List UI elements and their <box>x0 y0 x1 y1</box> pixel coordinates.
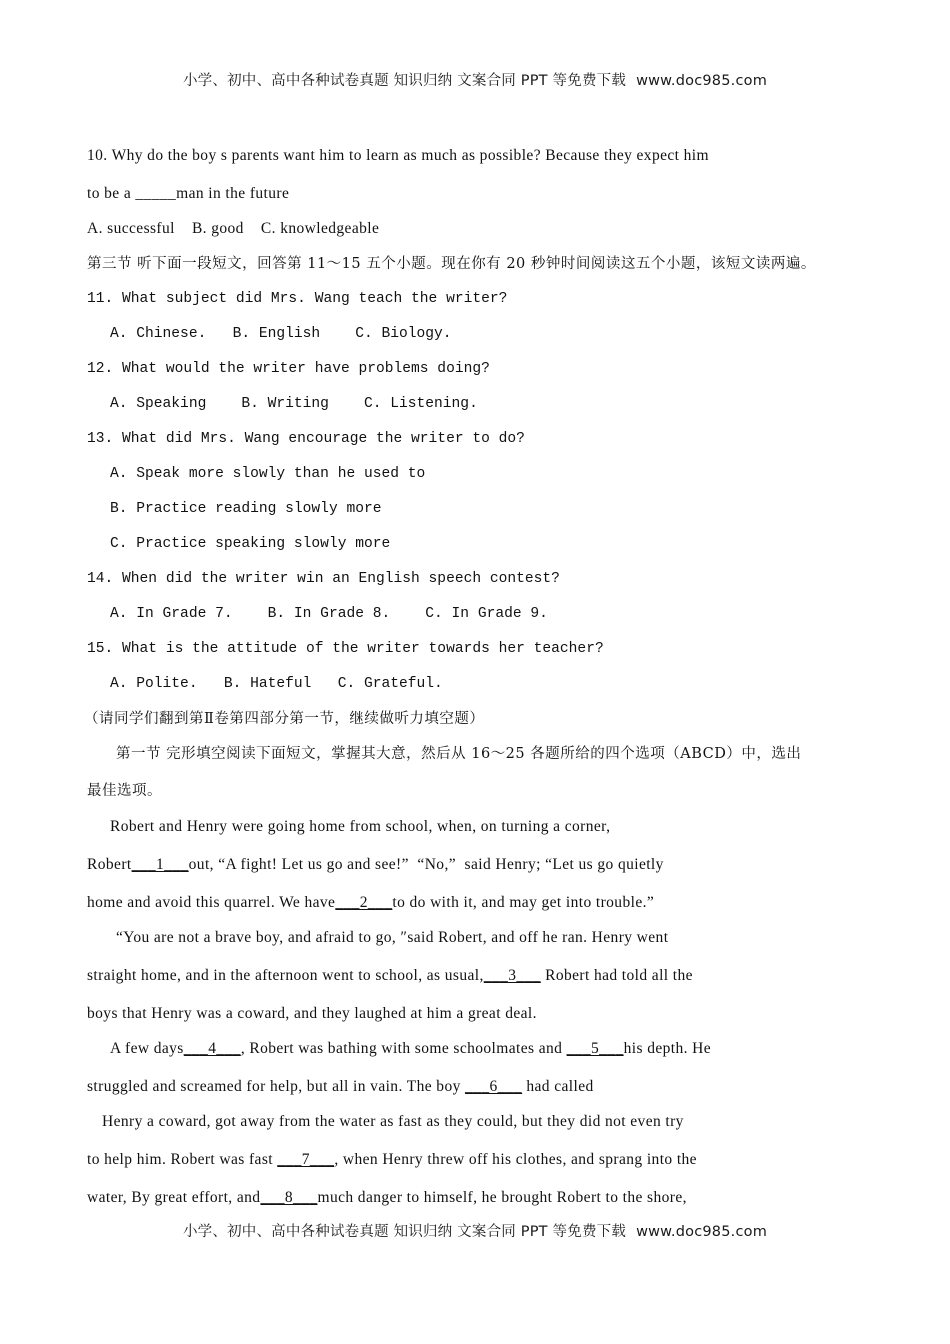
passage-p2-line3: boys that Henry was a coward, and they laughed at him a great deal. <box>87 1005 537 1022</box>
question-10-stem-cont <box>87 184 289 204</box>
blank-6: ___6___ <box>465 1078 523 1095</box>
passage-p3-line2 <box>87 1077 594 1097</box>
passage-p1-line3 <box>87 893 654 913</box>
passage-text: his depth. He <box>623 1040 712 1057</box>
passage-p2-line1: “You are not a brave boy, and afraid to go, ″said Robert, and off he ran. Henry went <box>116 929 669 946</box>
passage-text: to help him. Robert was fast <box>87 1151 278 1168</box>
footer-banner-url[interactable]: www.doc985.com <box>636 1224 768 1240</box>
header-banner-url[interactable]: www.doc985.com <box>636 73 768 89</box>
question-13-stem: 13. What did Mrs. Wang encourage the writer to do? <box>87 431 525 447</box>
question-11-stem: 11. What subject did Mrs. Wang teach the writer? <box>87 291 508 307</box>
passage-text: Robert <box>87 856 132 873</box>
passage-p3-line5 <box>87 1188 687 1208</box>
blank-3: ___3___ <box>483 967 541 984</box>
question-12-stem: 12. What would the writer have problems doing? <box>87 361 490 377</box>
passage-p2-line2 <box>87 966 693 986</box>
passage-p1-line1: Robert and Henry were going home from school, when, on turning a corner, <box>110 818 611 835</box>
blank-8: ___8___ <box>260 1189 318 1206</box>
question-10-options: A. successful B. good C. knowledgeable <box>87 220 380 237</box>
question-15-options: A. Polite. B. Hateful C. Grateful. <box>110 676 443 692</box>
header-banner-text: 小学、初中、高中各种试卷真题 知识归纳 文案合同 PPT 等免费下载 <box>182 73 627 89</box>
question-13-option-a: A. Speak more slowly than he used to <box>110 466 426 482</box>
passage-text: Robert had told all the <box>540 967 693 984</box>
passage-p3-line4 <box>87 1150 697 1170</box>
instruction-note: （请同学们翻到第Ⅱ卷第四部分第一节，继续做听力填空题） <box>84 711 485 727</box>
blank-7: ___7___ <box>277 1151 335 1168</box>
passage-text: A few days <box>110 1040 184 1057</box>
passage-text: struggled and screamed for help, but all in vain. The boy <box>87 1078 466 1095</box>
q10-text-post: man in the future <box>176 185 290 202</box>
passage-text: to do with it, and may get into trouble.” <box>392 894 655 911</box>
section-3-instruction: 第三节 听下面一段短文，回答第 11～15 五个小题。现在你有 20 秒钟时间阅读这五个小题，该短文读两遍。 <box>87 256 816 272</box>
cloze-instruction-cont: 最佳选项。 <box>87 783 162 799</box>
question-13-option-b: B. Practice reading slowly more <box>110 501 382 517</box>
question-14-stem: 14. When did the writer win an English speech contest? <box>87 571 560 587</box>
question-13-option-c: C. Practice speaking slowly more <box>110 536 391 552</box>
question-14-options: A. In Grade 7. B. In Grade 8. C. In Grade 9. <box>110 606 548 622</box>
q10-blank: _____ <box>135 185 177 202</box>
passage-text: straight home, and in the afternoon went to school, as usual, <box>87 967 484 984</box>
question-11-options: A. Chinese. B. English C. Biology. <box>110 326 452 342</box>
passage-text: , Robert was bathing with some schoolmates and <box>240 1040 567 1057</box>
passage-p3-line3: Henry a coward, got away from the water as fast as they could, but they did not even try <box>102 1113 684 1130</box>
question-15-stem: 15. What is the attitude of the writer towards her teacher? <box>87 641 604 657</box>
passage-text: water, By great effort, and <box>87 1189 261 1206</box>
passage-p3-line1 <box>110 1039 711 1059</box>
blank-2: ___2___ <box>335 894 393 911</box>
passage-text: had called <box>522 1078 594 1095</box>
question-12-options: A. Speaking B. Writing C. Listening. <box>110 396 478 412</box>
passage-text: much danger to himself, he brought Robert to the shore, <box>317 1189 687 1206</box>
question-10-stem: 10. Why do the boy s parents want him to learn as much as possible? Because they expect him <box>87 147 709 164</box>
cloze-instruction: 第一节 完形填空阅读下面短文，掌握其大意，然后从 16～25 各题所给的四个选项（ABCD）中，选出 <box>116 746 802 762</box>
blank-4: ___4___ <box>183 1040 241 1057</box>
passage-text: , when Henry threw off his clothes, and sprang into the <box>334 1151 697 1168</box>
passage-text: out, “A fight! Let us go and see!” “No,” said Henry; “Let us go quietly <box>188 856 664 873</box>
footer-banner <box>0 1220 950 1241</box>
header-banner <box>0 69 950 90</box>
footer-banner-text: 小学、初中、高中各种试卷真题 知识归纳 文案合同 PPT 等免费下载 <box>182 1224 627 1240</box>
passage-text: home and avoid this quarrel. We have <box>87 894 336 911</box>
passage-p1-line2 <box>87 855 664 875</box>
q10-text-pre: to be a <box>87 185 136 202</box>
blank-5: ___5___ <box>566 1040 624 1057</box>
blank-1: ___1___ <box>131 856 189 873</box>
